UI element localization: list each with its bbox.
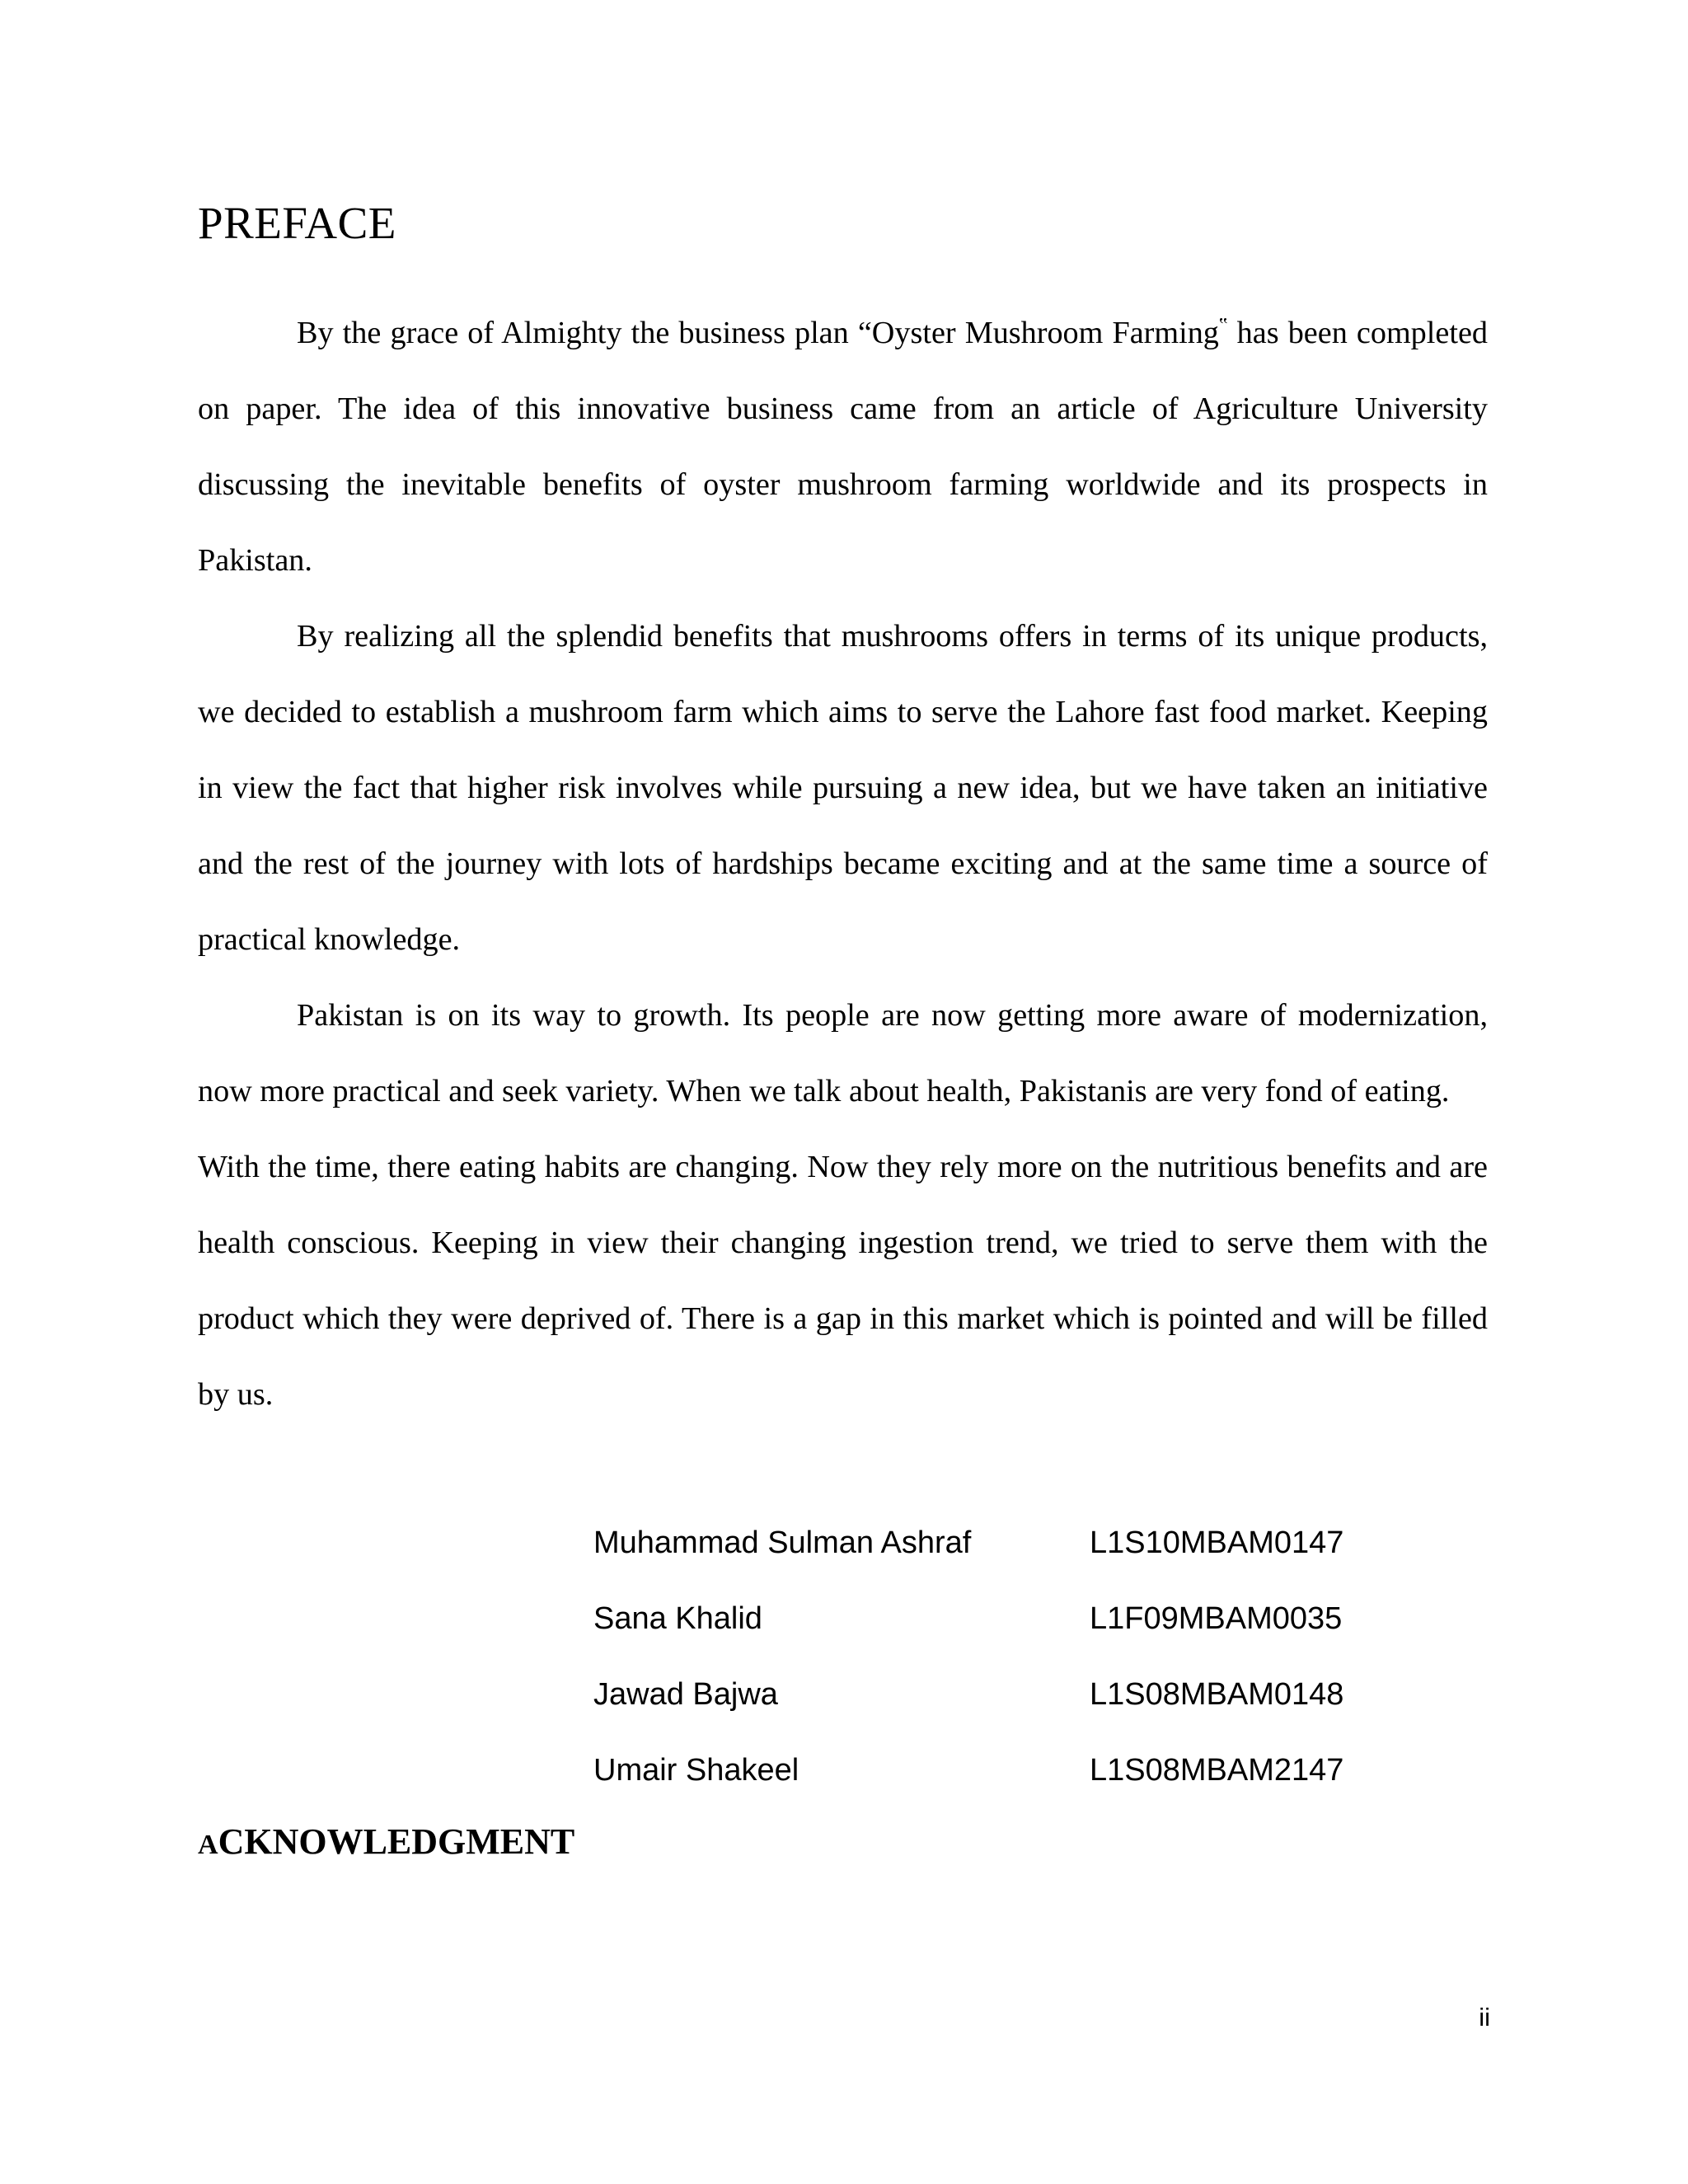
acknowledgment-first-letter: A [198,1830,218,1860]
author-row [593,1732,1418,1808]
paragraph-1-text-end: has been completed on paper. The idea of this innovative business came from an article of Agriculture University discussing the inevitable benefits of oyster mushroom farming worldwide and its prospects in Pakistan. [198,316,1488,578]
preface-paragraph-3: Pakistan is on its way to growth. Its people are now getting more aware of modernization, now more practical and seek variety. When we talk about health, Pakistanis are very fond of eating. [198,998,1488,1108]
preface-body [198,295,1488,1432]
author-name: Sana Khalid [593,1601,762,1636]
acknowledgment-heading [198,1817,574,1870]
preface-paragraph-2: By realizing all the splendid benefits that mushrooms offers in terms of its unique products, we decided to establish a mushroom farm which aims to serve the Lahore fast food market. Keeping in view the fact that higher risk involves while pursuing a new idea, but we have taken an initiative and the rest of the journey with lots of hardships became exciting and at the same time a source of practical knowledge. [198,619,1488,957]
author-row [593,1657,1418,1732]
paragraph-1-text-start: By the grace of Almighty the business plan “Oyster Mushroom Farming [297,316,1219,350]
author-id: L1S10MBAM0147 [1090,1526,1344,1560]
closing-quote-mark: ‟ [1218,315,1228,336]
page-number: ii [1479,2003,1490,2032]
author-name: Muhammad Sulman Ashraf [593,1526,972,1560]
author-row [593,1505,1418,1581]
preface-heading: PREFACE [198,198,396,248]
author-id: L1S08MBAM2147 [1090,1753,1344,1788]
author-name: Umair Shakeel [593,1753,799,1788]
author-row [593,1581,1418,1657]
author-list [593,1505,1418,1808]
author-id: L1F09MBAM0035 [1090,1601,1343,1636]
preface-paragraph-4: With the time, there eating habits are changing. Now they rely more on the nutritious benefits and are health conscious. Keeping in view their changing ingestion trend, we tried to serve them with the product which they were deprived of. There is a gap in this market which is pointed and will be filled by us. [198,1150,1488,1412]
preface-paragraph-1 [198,295,1488,598]
acknowledgment-rest: CKNOWLEDGMENT [218,1821,575,1862]
author-name: Jawad Bajwa [593,1677,778,1712]
author-id: L1S08MBAM0148 [1090,1677,1344,1712]
